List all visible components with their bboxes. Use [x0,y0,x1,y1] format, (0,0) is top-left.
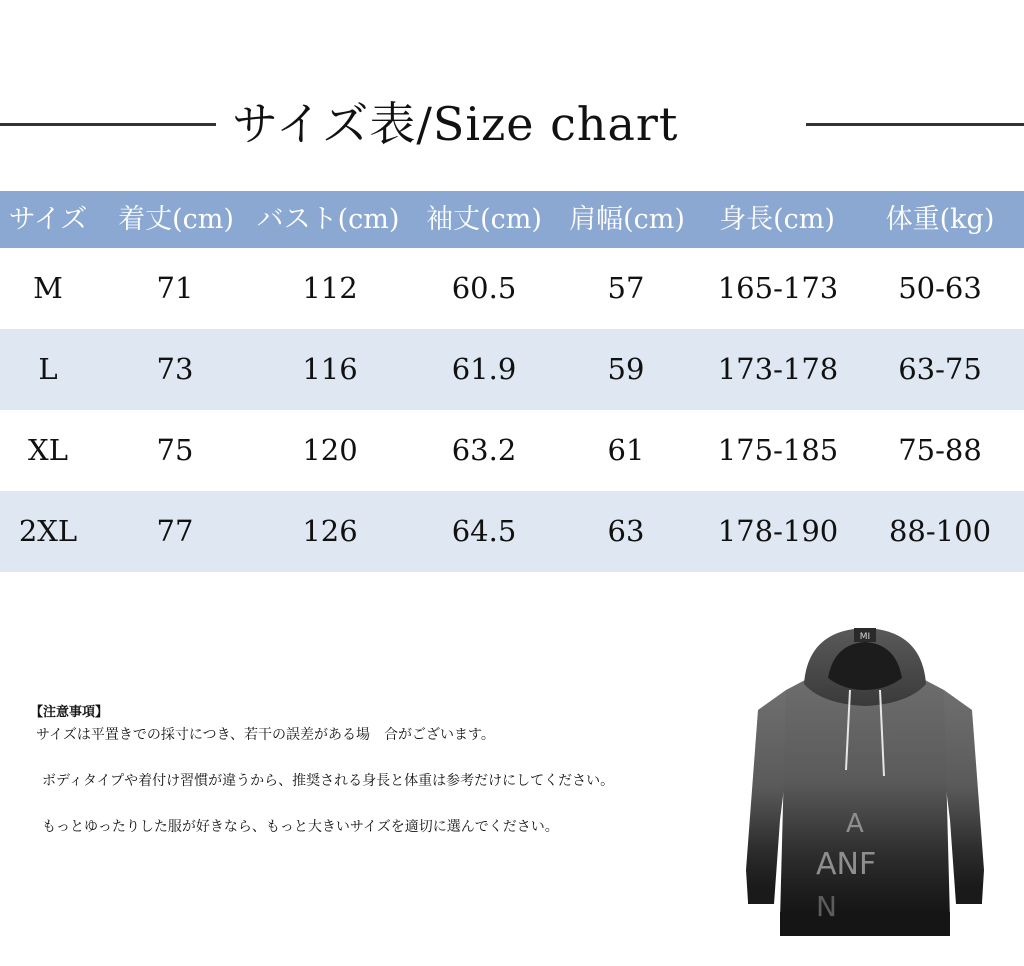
cell-weight: 75-88 [898,433,982,467]
header-weight: 体重(kg) [885,204,995,235]
cell-height: 173-178 [717,352,839,386]
notes-heading: 【注意事項】 [30,705,109,720]
header-sleeve: 袖丈(cm) [426,204,542,235]
cell-sleeve: 60.5 [451,271,517,305]
cell-bust: 120 [302,433,358,467]
cell-length: 75 [156,433,194,467]
table-row [0,410,1024,491]
size-table [0,191,1024,572]
cell-size: XL [28,433,68,467]
cell-length: 73 [156,352,194,386]
cell-bust: 116 [302,352,358,386]
notes-section [18,702,708,838]
cell-length: 77 [156,514,194,548]
cell-shoulder: 63 [607,514,645,548]
cell-weight: 88-100 [888,514,992,548]
cell-height: 165-173 [717,271,839,305]
header-bust: バスト(cm) [256,204,400,235]
cell-sleeve: 61.9 [451,352,517,386]
table-row [0,248,1024,329]
cell-sleeve: 64.5 [451,514,517,548]
cell-height: 178-190 [717,514,839,548]
brand-tag-text: MI [859,632,871,642]
page-title: サイズ表/Size chart [232,97,679,151]
title-row [0,88,1024,160]
header-length: 着丈(cm) [118,204,234,235]
cuff-right [956,886,982,904]
cell-weight: 63-75 [898,352,982,386]
title-divider-left [0,123,216,126]
notes-line-3: もっとゆったりした服が好きなら、もっと大きいサイズを適切に選んでください。 [42,819,559,835]
notes-line-1: サイズは平置きでの採寸につき、若干の誤差がある場 合がございます。 [36,727,495,743]
cell-bust: 112 [302,271,358,305]
cell-height: 175-185 [717,433,839,467]
cell-weight: 50-63 [898,271,982,305]
notes-line-2: ボディタイプや着付け習慣が違うから、推奨される身長と体重は参考だけにしてください。 [42,773,615,789]
cell-shoulder: 59 [607,352,645,386]
cell-shoulder: 61 [607,433,645,467]
cell-shoulder: 57 [607,271,645,305]
table-row [0,491,1024,572]
print-line-1: A [846,809,864,839]
cell-sleeve: 63.2 [451,433,517,467]
cell-length: 71 [156,271,194,305]
cell-bust: 126 [302,514,358,548]
header-height: 身長(cm) [719,204,835,235]
cuff-left [748,886,774,904]
print-line-3: N [816,890,837,923]
cell-size: 2XL [18,514,78,548]
print-line-2: ANF [816,847,877,882]
header-size: サイズ [8,204,88,235]
hem [780,912,950,936]
table-row [0,329,1024,410]
cell-size: M [33,271,63,305]
table-header [0,191,1024,248]
hoodie-product-image [738,620,992,946]
header-shoulder: 肩幅(cm) [569,204,685,235]
title-divider-right [806,123,1024,126]
cell-size: L [38,352,58,386]
